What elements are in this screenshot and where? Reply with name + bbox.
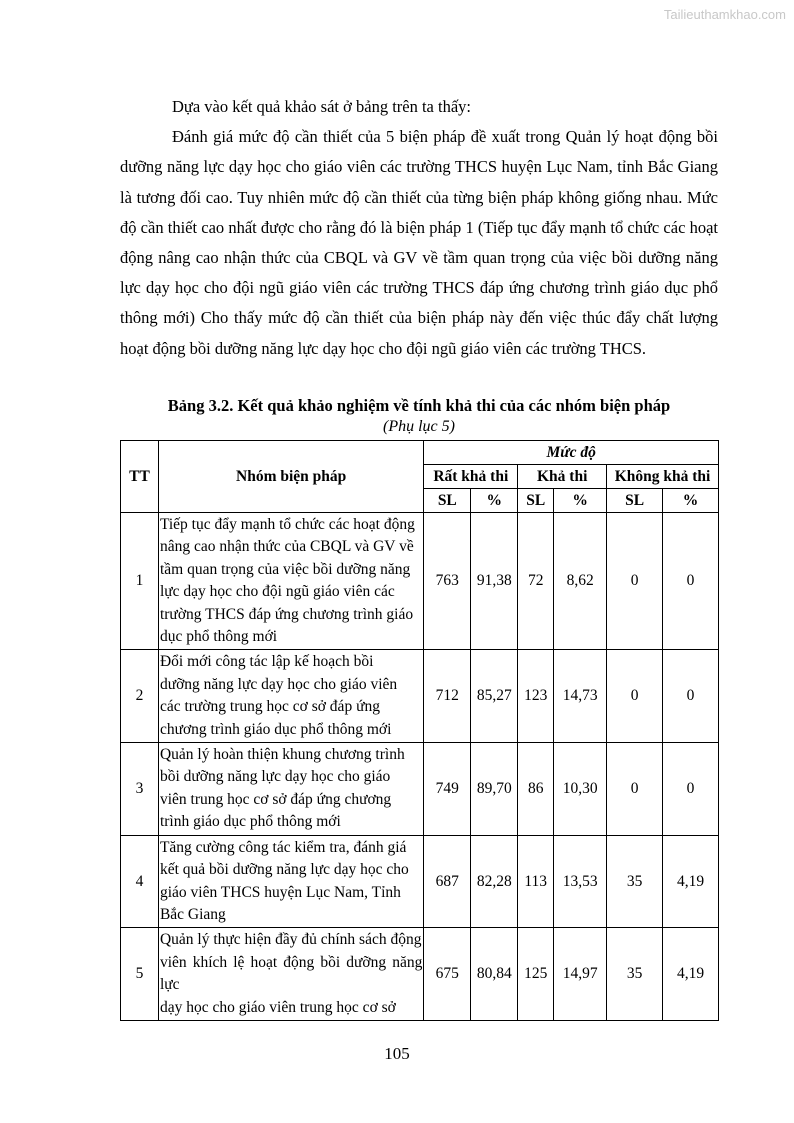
row-tt: 3 <box>121 743 159 836</box>
header-sl: SL <box>424 489 471 513</box>
measure-line: viên trung học cơ sở đáp ứng chương <box>159 790 392 808</box>
cell-very-feasible-sl: 675 <box>424 928 471 1021</box>
measure-line: nâng cao nhận thức của CBQL và GV về <box>159 538 414 556</box>
cell-feasible-pct: 13,53 <box>554 835 607 928</box>
measure-line: các trường trung học cơ sở đáp ứng <box>159 698 380 716</box>
measure-line: Tăng cường công tác kiểm tra, đánh giá <box>159 838 407 856</box>
cell-not-feasible-sl: 0 <box>607 513 663 650</box>
header-not-feasible: Không khả thi <box>607 465 719 489</box>
header-very-feasible: Rất khả thi <box>424 465 518 489</box>
measure-line: trường THCS đáp ứng chương trình giáo <box>159 605 414 623</box>
page-number: 105 <box>384 1044 410 1063</box>
measure-line: lực dạy học cho đội ngũ giáo viên các <box>159 583 395 601</box>
measure-line: Đổi mới công tác lập kế hoạch bồi <box>159 653 374 671</box>
cell-not-feasible-sl: 35 <box>607 928 663 1021</box>
measure-line: Bắc Giang <box>159 905 226 923</box>
measure-line: trình giáo dục phổ thông mới <box>159 813 341 831</box>
cell-very-feasible-pct: 82,28 <box>471 835 518 928</box>
table-row <box>121 743 719 836</box>
body-text <box>120 92 718 364</box>
table-subcaption: (Phụ lục 5) <box>383 418 455 435</box>
row-measure <box>158 928 423 1021</box>
cell-feasible-sl: 72 <box>518 513 554 650</box>
header-pct: % <box>554 489 607 513</box>
cell-not-feasible-pct: 0 <box>663 743 719 836</box>
cell-not-feasible-pct: 0 <box>663 513 719 650</box>
measure-line: dạy học cho giáo viên trung học cơ sở <box>159 998 396 1016</box>
measure-line: chương trình giáo dục phổ thông mới <box>159 720 392 738</box>
measure-line: Quản lý thực hiện đầy đủ chính sách động <box>159 931 422 949</box>
header-sl: SL <box>518 489 554 513</box>
header-level: Mức độ <box>424 441 719 465</box>
measure-line: viên khích lệ hoạt động bồi dưỡng năng lực <box>159 953 423 994</box>
table-row <box>121 650 719 743</box>
table-row <box>121 835 719 928</box>
cell-feasible-sl: 123 <box>518 650 554 743</box>
cell-feasible-pct: 14,73 <box>554 650 607 743</box>
cell-feasible-pct: 10,30 <box>554 743 607 836</box>
row-measure <box>158 835 423 928</box>
watermark-text: Tailieuthamkhao.com <box>663 7 786 22</box>
row-tt: 1 <box>121 513 159 650</box>
row-tt: 2 <box>121 650 159 743</box>
table-row <box>121 928 719 1021</box>
cell-very-feasible-sl: 763 <box>424 513 471 650</box>
cell-very-feasible-pct: 89,70 <box>471 743 518 836</box>
row-measure <box>158 650 423 743</box>
row-measure <box>158 513 423 650</box>
measure-line: dục phổ thông mới <box>159 628 278 646</box>
table-caption: Bảng 3.2. Kết quả khảo nghiệm về tính khả thi của các nhóm biện pháp <box>167 396 671 415</box>
cell-not-feasible-pct: 4,19 <box>663 835 719 928</box>
measure-line: Tiếp tục đẩy mạnh tổ chức các hoạt động <box>159 516 415 533</box>
header-pct: % <box>663 489 719 513</box>
header-feasible: Khả thi <box>518 465 607 489</box>
intro-paragraph: Dựa vào kết quả khảo sát ở bảng trên ta thấy: <box>172 97 471 116</box>
cell-very-feasible-pct: 80,84 <box>471 928 518 1021</box>
measure-line: tầm quan trọng của việc bồi dưỡng năng <box>159 560 411 578</box>
cell-not-feasible-sl: 0 <box>607 743 663 836</box>
cell-feasible-pct: 14,97 <box>554 928 607 1021</box>
measure-line: dưỡng năng lực dạy học cho giáo viên <box>159 675 398 693</box>
measure-line: Quản lý hoàn thiện khung chương trình <box>159 746 405 764</box>
cell-feasible-sl: 86 <box>518 743 554 836</box>
measure-line: giáo viên THCS huyện Lục Nam, Tỉnh <box>159 883 401 901</box>
analysis-paragraph: Đánh giá mức độ cần thiết của 5 biện pháp đề xuất trong Quản lý hoạt động bồi dưỡng năng lực dạy học cho giáo viên các trường THCS huyện Lục Nam, tỉnh Bắc Giang là tương đối cao. Tuy nhiên mức độ cần thiết của từng biện pháp không giống nhau. Mức độ cần thiết cao nhất được cho rằng đó là biện pháp 1 (Tiếp tục đẩy mạnh tổ chức các hoạt động nâng cao nhận thức của CBQL và GV về tầm quan trọng của việc bồi dưỡng năng lực dạy học cho đội ngũ giáo viên các trường THCS đáp ứng chương trình giáo dục phổ thông mới) Cho thấy mức độ cần thiết của biện pháp này đến việc thúc đẩy chất lượng hoạt động bồi dưỡng năng lực dạy học cho đội ngũ giáo viên các trường THCS. <box>120 127 718 358</box>
header-sl: SL <box>607 489 663 513</box>
measure-line: kết quả bồi dưỡng năng lực dạy học cho <box>159 861 409 879</box>
cell-very-feasible-sl: 749 <box>424 743 471 836</box>
results-table <box>120 440 719 1021</box>
table-row <box>121 513 719 650</box>
cell-feasible-sl: 113 <box>518 835 554 928</box>
cell-feasible-sl: 125 <box>518 928 554 1021</box>
cell-very-feasible-pct: 91,38 <box>471 513 518 650</box>
row-tt: 5 <box>121 928 159 1021</box>
cell-very-feasible-sl: 687 <box>424 835 471 928</box>
cell-not-feasible-pct: 4,19 <box>663 928 719 1021</box>
cell-feasible-pct: 8,62 <box>554 513 607 650</box>
cell-very-feasible-pct: 85,27 <box>471 650 518 743</box>
header-pct: % <box>471 489 518 513</box>
row-tt: 4 <box>121 835 159 928</box>
header-tt: TT <box>121 441 159 513</box>
header-group: Nhóm biện pháp <box>158 441 423 513</box>
cell-not-feasible-sl: 35 <box>607 835 663 928</box>
cell-not-feasible-pct: 0 <box>663 650 719 743</box>
cell-very-feasible-sl: 712 <box>424 650 471 743</box>
measure-line: bồi dưỡng năng lực dạy học cho giáo <box>159 768 391 786</box>
cell-not-feasible-sl: 0 <box>607 650 663 743</box>
row-measure <box>158 743 423 836</box>
